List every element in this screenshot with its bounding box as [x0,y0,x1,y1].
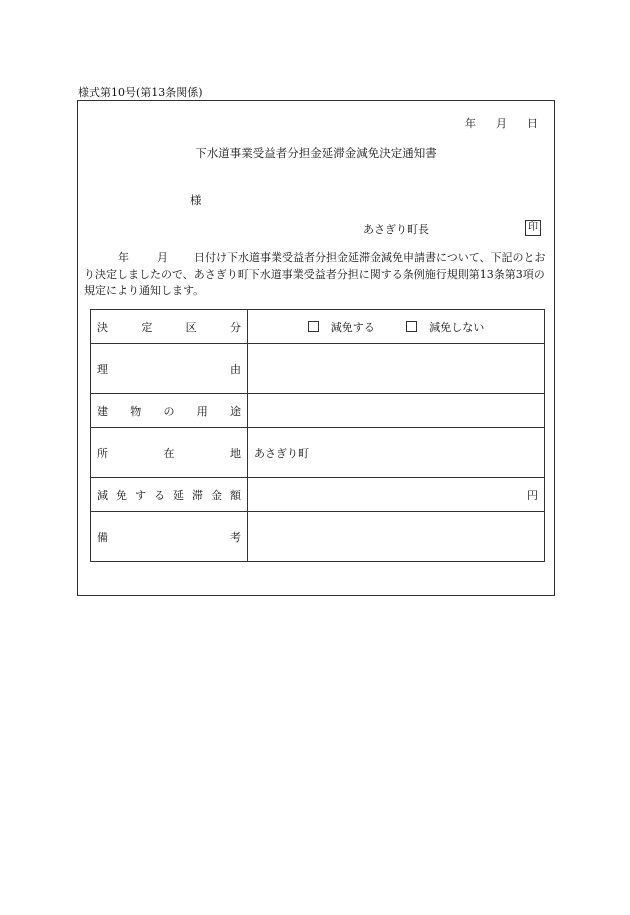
table-row [91,394,545,428]
label-char: 延 [173,488,184,502]
label-char: 考 [230,530,241,544]
remarks-field[interactable] [248,512,545,562]
table-row [91,310,545,344]
reason-field[interactable] [248,344,545,394]
label-char: 金 [211,488,222,502]
row-label [91,478,248,512]
notice-form [77,100,555,596]
decision-options [248,310,545,344]
table-row [91,344,545,394]
label-char: 免 [116,488,127,502]
label-char: 備 [97,530,108,544]
option-label: 減免しない [429,320,485,334]
row-label [91,512,248,562]
label-char: の [163,404,175,418]
label-char: 建 [97,404,108,418]
label-char: 物 [130,404,142,418]
label-char: 途 [230,404,241,418]
amount-field[interactable]: 円 [248,478,545,512]
option-no-reduce[interactable] [406,319,484,335]
document-title: 下水道事業受益者分担金延滞金減免決定通知書 [195,146,437,160]
date-year: 年 [465,117,476,130]
table-row [91,428,545,478]
row-label [91,394,248,428]
label-char: る [154,488,165,502]
row-label [91,428,248,478]
label-char: 区 [185,320,197,334]
checkbox-icon[interactable] [406,321,417,332]
date-day: 日 [527,117,538,130]
table-row [91,478,545,512]
label-char: 用 [196,404,208,418]
body-text: 日付け下水道事業受益者分担金延滞金減免申請書について、下記のとおり決定しましたので、あさぎり町下水道事業受益者分担に関する条例施行規則第13条第3項の規定により通知します。 [84,251,546,297]
label-char: 理 [97,362,108,376]
row-label [91,310,248,344]
label-char: す [135,488,146,502]
label-char: 在 [163,446,175,460]
issuer-name: あさぎり町長 [363,223,429,236]
label-char: 定 [141,320,153,334]
building-use-field[interactable] [248,394,545,428]
form-number-label: 様式第10号(第13条関係) [78,86,203,99]
label-char: 滞 [192,488,203,502]
label-char: 地 [230,446,241,460]
body-month: 月 [157,251,168,264]
issue-date [465,115,538,131]
table-row [91,512,545,562]
notice-body [84,250,552,300]
label-char: 分 [229,320,241,334]
label-char: 額 [230,488,241,502]
label-char: 所 [97,446,108,460]
option-reduce[interactable] [308,319,375,335]
seal-mark: 印 [525,220,541,236]
date-month: 月 [496,117,507,130]
location-field[interactable]: あさぎり町 [248,428,545,478]
option-label: 減免する [330,320,375,334]
body-year: 年 [118,251,129,264]
decision-table [90,309,545,562]
label-char: 減 [97,488,108,502]
label-char: 由 [230,362,241,376]
checkbox-icon[interactable] [308,321,319,332]
addressee-suffix: 様 [190,193,202,207]
row-label [91,344,248,394]
label-char: 決 [97,320,108,334]
